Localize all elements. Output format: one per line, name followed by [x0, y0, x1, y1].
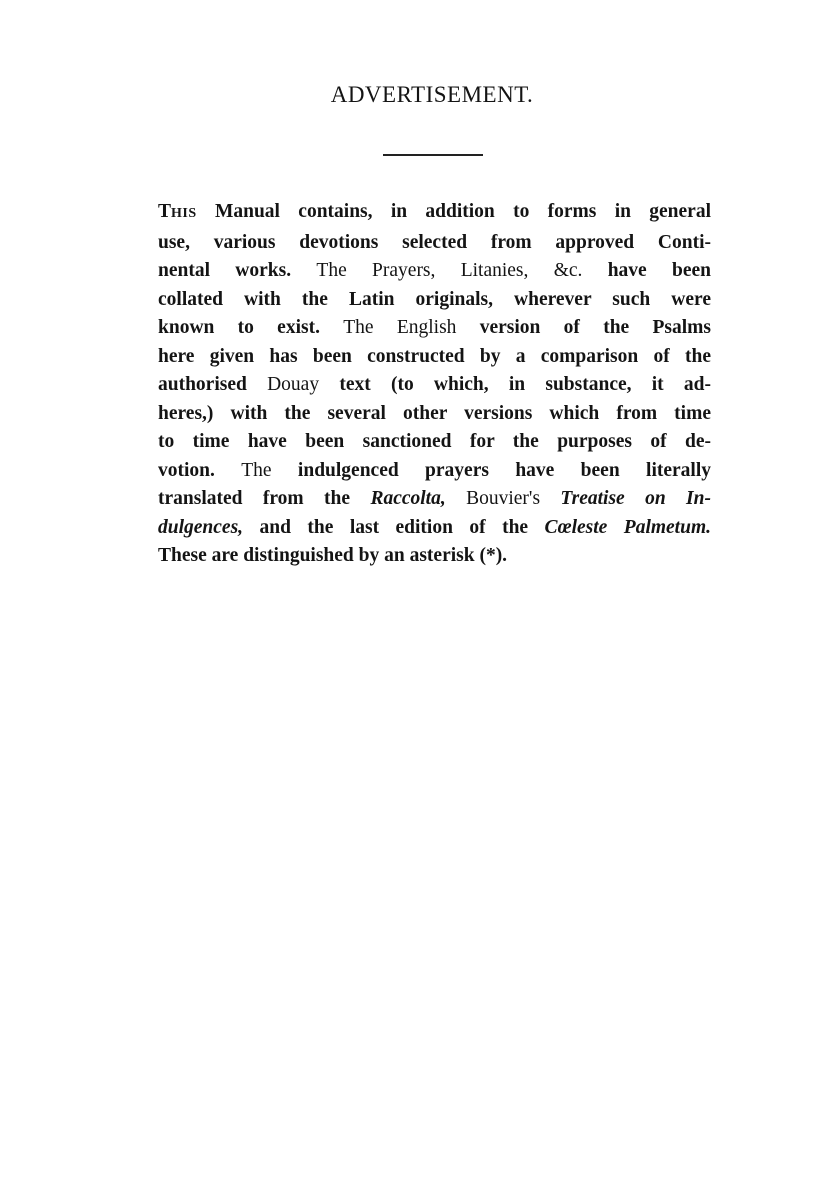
paragraph-line-13: These are distinguished by an asterisk (*).	[158, 545, 508, 566]
paragraph-line-6: here given has been constructed by a comparison of the	[158, 345, 711, 367]
paragraph-line-11	[158, 485, 711, 514]
paragraph-line-7	[158, 371, 711, 400]
italic-title-indulgences: dulgences,	[158, 516, 244, 538]
paragraph-line-8: heres,) with the several other versions which from time	[158, 402, 711, 424]
line-text: text (to which, in substance, it ad-	[319, 374, 711, 395]
line-text: known to exist.	[158, 317, 344, 338]
page-title: ADVERTISEMENT.	[330, 82, 534, 107]
line-text: votion.	[158, 459, 242, 481]
line-text-regular: The	[241, 459, 272, 481]
drop-word-smallcaps: HIS	[171, 206, 197, 221]
paragraph-line-4: collated with the Latin originals, wherever such were	[158, 288, 711, 310]
line-text-regular: Douay	[267, 374, 320, 395]
italic-title-raccolta: Raccolta,	[370, 488, 446, 509]
drop-word-cap: T	[158, 201, 172, 222]
paragraph-line-5	[158, 314, 711, 343]
line-text: indulgenced prayers have been literally	[271, 459, 711, 481]
line-text: have been	[582, 260, 712, 281]
italic-title-treatise: Treatise on In-	[560, 488, 711, 509]
paragraph-line-10	[158, 457, 711, 486]
line-text-regular: Bouvier's	[445, 488, 561, 509]
line-text: translated from the	[158, 488, 371, 509]
paragraph-line-12	[158, 514, 711, 543]
line-text: Manual contains, in addition to forms in general	[196, 201, 711, 222]
line-text: version of the Psalms	[456, 317, 711, 338]
title-rule	[383, 154, 483, 156]
line-text: authorised	[158, 374, 268, 395]
italic-title-palmetum: Cœleste Palmetum.	[544, 516, 711, 538]
paragraph-line-3	[158, 257, 711, 286]
paragraph-line-9: to time have been sanctioned for the purposes of de-	[158, 431, 711, 452]
advertisement-paragraph	[158, 198, 711, 571]
line-text-regular: The English	[343, 317, 457, 338]
line-text-regular: The Prayers, Litanies, &c.	[316, 260, 583, 281]
paragraph-line-2: use, various devotions selected from approved Conti-	[158, 231, 711, 253]
paragraph-line-1	[158, 198, 711, 229]
line-text: and the last edition of the	[243, 516, 545, 538]
line-text: nental works.	[158, 260, 317, 281]
